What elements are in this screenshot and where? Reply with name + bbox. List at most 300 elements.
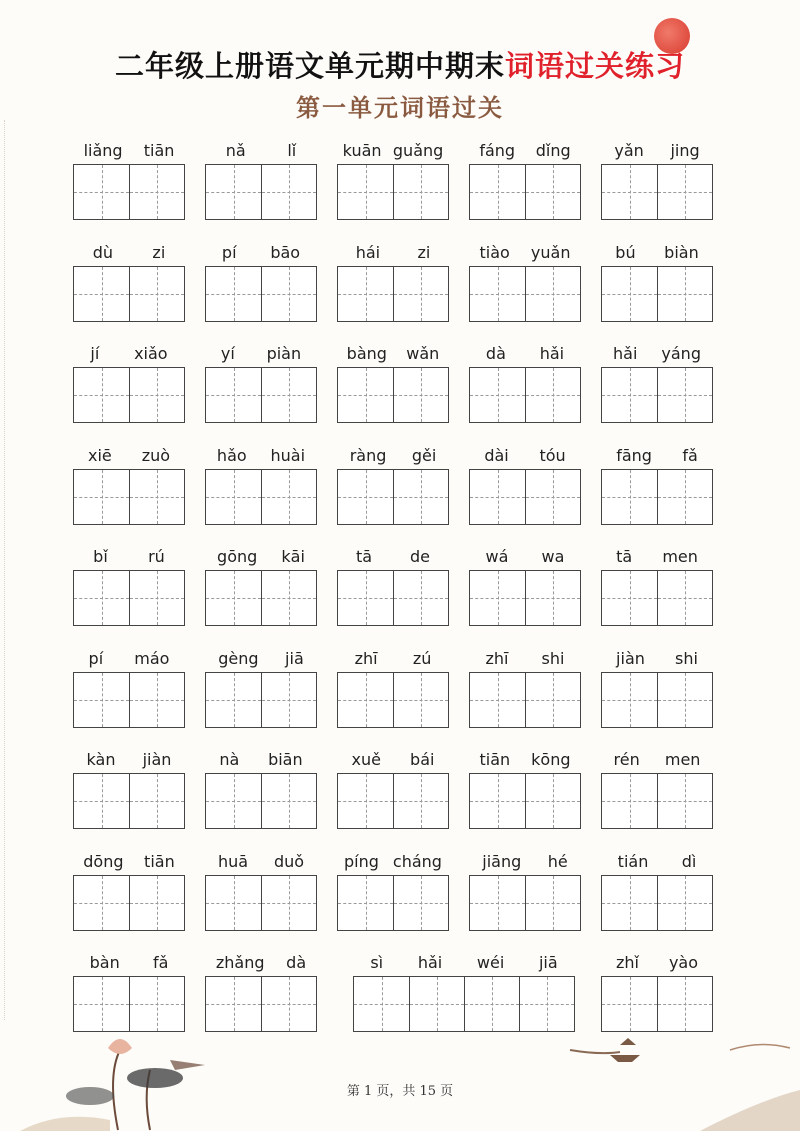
pinyin-syllable: bāo: [270, 242, 301, 262]
writing-boxes: [601, 773, 713, 829]
pinyin-syllable: huā: [217, 851, 249, 871]
tianzige-cell[interactable]: [338, 368, 393, 422]
pinyin-syllable: kāi: [281, 547, 305, 566]
vocab-item: [205, 747, 317, 829]
vocab-item: [73, 341, 185, 423]
pinyin-syllable: gōng: [217, 547, 258, 566]
tianzige-cell[interactable]: [74, 673, 129, 727]
tianzige-cell[interactable]: [129, 267, 184, 321]
pinyin-syllable: zi: [417, 242, 431, 262]
tianzige-cell[interactable]: [129, 368, 184, 422]
tianzige-cell[interactable]: [409, 977, 464, 1031]
writing-boxes: [337, 875, 449, 931]
pinyin-syllable: jiā: [285, 648, 304, 668]
writing-boxes: [205, 266, 317, 322]
pinyin-syllable: rén: [613, 750, 640, 769]
pinyin-syllable: hǎi: [417, 953, 443, 972]
pinyin-line: [601, 646, 713, 672]
tianzige-cell[interactable]: [206, 977, 261, 1031]
pinyin-syllable: fǎ: [682, 445, 698, 465]
pinyin-syllable: sì: [370, 953, 384, 972]
pinyin-syllable: dài: [484, 445, 509, 465]
tianzige-cell[interactable]: [470, 876, 525, 930]
vocab-item: [73, 443, 185, 525]
writing-boxes: [73, 164, 185, 220]
pinyin-syllable: xuě: [351, 750, 381, 769]
tianzige-cell[interactable]: [470, 165, 525, 219]
pinyin-syllable: bú: [615, 242, 636, 262]
vocab-item: [469, 849, 581, 931]
pinyin-syllable: shi: [675, 648, 698, 668]
tianzige-cell[interactable]: [354, 977, 409, 1031]
writing-boxes: [469, 773, 581, 829]
pinyin-syllable: tiān: [479, 750, 511, 769]
vocab-item: [469, 747, 581, 829]
writing-boxes: [205, 773, 317, 829]
tianzige-cell[interactable]: [657, 165, 712, 219]
pinyin-syllable: jiàn: [142, 750, 172, 769]
pinyin-syllable: tiān: [143, 141, 175, 160]
pinyin-syllable: hǎo: [216, 445, 247, 465]
pinyin-line: [469, 240, 581, 266]
writing-boxes: [353, 976, 575, 1032]
pinyin-line: [601, 341, 713, 367]
tianzige-cell[interactable]: [338, 876, 393, 930]
writing-boxes: [469, 164, 581, 220]
pinyin-syllable: wǎn: [406, 344, 440, 363]
vocab-item: [205, 646, 317, 728]
writing-boxes: [601, 672, 713, 728]
pinyin-syllable: lǐ: [287, 141, 297, 160]
pinyin-syllable: biàn: [664, 242, 699, 262]
pinyin-line: [469, 646, 581, 672]
writing-boxes: [73, 469, 185, 525]
pinyin-line: [353, 950, 575, 976]
tianzige-cell[interactable]: [657, 267, 712, 321]
tianzige-cell[interactable]: [261, 977, 316, 1031]
tianzige-cell[interactable]: [129, 876, 184, 930]
vocab-item: [73, 849, 185, 931]
writing-boxes: [205, 672, 317, 728]
tianzige-cell[interactable]: [74, 368, 129, 422]
vocab-item: [205, 443, 317, 525]
vocab-item: [469, 240, 581, 322]
tianzige-cell[interactable]: [206, 470, 261, 524]
tianzige-cell[interactable]: [206, 165, 261, 219]
pinyin-line: [337, 544, 449, 570]
pinyin-line: [73, 341, 185, 367]
tianzige-cell[interactable]: [393, 368, 448, 422]
pinyin-line: [469, 341, 581, 367]
pinyin-syllable: bàn: [89, 953, 120, 972]
tianzige-cell[interactable]: [602, 876, 657, 930]
pinyin-syllable: gèng: [218, 648, 259, 668]
writing-boxes: [601, 875, 713, 931]
pinyin-syllable: biān: [268, 750, 303, 769]
vocab-item: [601, 646, 713, 728]
writing-boxes: [601, 266, 713, 322]
pinyin-syllable: hǎi: [613, 344, 638, 363]
tianzige-cell[interactable]: [602, 368, 657, 422]
pinyin-line: [73, 747, 185, 773]
pinyin-line: [205, 443, 317, 469]
writing-boxes: [73, 570, 185, 626]
vocab-item: [205, 341, 317, 423]
pinyin-line: [205, 950, 317, 976]
tianzige-cell[interactable]: [206, 876, 261, 930]
vocab-item: [337, 849, 449, 931]
pinyin-syllable: yáng: [661, 344, 701, 363]
tianzige-cell[interactable]: [657, 774, 712, 828]
pinyin-syllable: ràng: [349, 445, 387, 465]
pinyin-syllable: zuò: [141, 445, 171, 465]
vocab-item: [469, 443, 581, 525]
vocab-item: [601, 443, 713, 525]
pinyin-line: [73, 544, 185, 570]
tianzige-cell[interactable]: [261, 470, 316, 524]
writing-boxes: [469, 875, 581, 931]
pinyin-line: [205, 341, 317, 367]
vocab-item: [601, 341, 713, 423]
vocab-item: [73, 138, 185, 220]
pinyin-syllable: wéi: [476, 953, 505, 972]
vocab-item: [337, 646, 449, 728]
tianzige-cell[interactable]: [525, 571, 580, 625]
tianzige-cell[interactable]: [74, 876, 129, 930]
tianzige-cell[interactable]: [602, 977, 657, 1031]
writing-boxes: [601, 976, 713, 1032]
writing-boxes: [73, 672, 185, 728]
pinyin-line: [601, 240, 713, 266]
vocab-item: [205, 240, 317, 322]
pinyin-line: [205, 747, 317, 773]
pinyin-syllable: duǒ: [273, 851, 305, 871]
vocab-item: [353, 950, 575, 1032]
pinyin-syllable: piàn: [266, 344, 302, 363]
tianzige-cell[interactable]: [470, 673, 525, 727]
pinyin-syllable: zhī: [485, 648, 509, 668]
tianzige-cell[interactable]: [657, 673, 712, 727]
tianzige-cell[interactable]: [470, 571, 525, 625]
pinyin-line: [601, 849, 713, 875]
pinyin-syllable: hái: [355, 242, 381, 262]
pinyin-syllable: píng: [344, 851, 379, 871]
tianzige-cell[interactable]: [74, 267, 129, 321]
pinyin-syllable: dì: [681, 851, 697, 871]
vocab-item: [469, 646, 581, 728]
pinyin-syllable: dù: [92, 242, 113, 262]
pinyin-syllable: rú: [148, 547, 165, 566]
tianzige-cell[interactable]: [393, 876, 448, 930]
writing-boxes: [601, 367, 713, 423]
tianzige-cell[interactable]: [525, 673, 580, 727]
tianzige-cell[interactable]: [206, 774, 261, 828]
writing-boxes: [73, 266, 185, 322]
writing-boxes: [337, 266, 449, 322]
tianzige-cell[interactable]: [393, 470, 448, 524]
tianzige-cell[interactable]: [657, 368, 712, 422]
pinyin-syllable: zhǎng: [215, 953, 265, 972]
writing-boxes: [337, 469, 449, 525]
vocab-item: [601, 138, 713, 220]
pinyin-syllable: tián: [617, 851, 649, 871]
pinyin-line: [73, 138, 185, 164]
tianzige-cell[interactable]: [525, 774, 580, 828]
pinyin-syllable: dà: [485, 344, 506, 363]
tianzige-cell[interactable]: [261, 571, 316, 625]
pinyin-syllable: tiào: [479, 242, 510, 262]
tianzige-cell[interactable]: [129, 977, 184, 1031]
pinyin-line: [469, 138, 581, 164]
pinyin-syllable: bái: [410, 750, 435, 769]
pinyin-syllable: pí: [221, 242, 237, 262]
tianzige-cell[interactable]: [602, 267, 657, 321]
tianzige-cell[interactable]: [338, 165, 393, 219]
pinyin-syllable: cháng: [392, 851, 442, 871]
tianzige-cell[interactable]: [74, 774, 129, 828]
pinyin-syllable: de: [410, 547, 430, 566]
tianzige-cell[interactable]: [525, 165, 580, 219]
tianzige-cell[interactable]: [129, 470, 184, 524]
tianzige-cell[interactable]: [393, 571, 448, 625]
pinyin-syllable: yào: [668, 953, 698, 972]
pinyin-line: [205, 849, 317, 875]
vocab-item: [337, 240, 449, 322]
pinyin-syllable: tóu: [539, 445, 566, 465]
pinyin-syllable: wa: [541, 547, 565, 566]
tianzige-cell[interactable]: [657, 876, 712, 930]
pinyin-syllable: men: [664, 750, 701, 769]
pinyin-syllable: jiā: [538, 953, 558, 972]
tianzige-cell[interactable]: [261, 267, 316, 321]
tianzige-cell[interactable]: [338, 470, 393, 524]
vocab-item: [337, 443, 449, 525]
writing-boxes: [337, 773, 449, 829]
writing-boxes: [337, 672, 449, 728]
tianzige-cell[interactable]: [525, 876, 580, 930]
tianzige-cell[interactable]: [129, 673, 184, 727]
pinyin-syllable: fáng: [479, 141, 516, 160]
pinyin-syllable: guǎng: [392, 141, 444, 160]
pinyin-line: [337, 240, 449, 266]
pinyin-syllable: nà: [219, 750, 240, 769]
pinyin-line: [601, 544, 713, 570]
pinyin-syllable: nǎ: [225, 141, 246, 160]
writing-boxes: [73, 367, 185, 423]
tianzige-cell[interactable]: [602, 673, 657, 727]
pinyin-line: [337, 443, 449, 469]
vocab-item: [337, 341, 449, 423]
vocab-item: [337, 138, 449, 220]
vocab-item: [73, 544, 185, 626]
tianzige-cell[interactable]: [602, 571, 657, 625]
tianzige-cell[interactable]: [470, 267, 525, 321]
writing-boxes: [73, 976, 185, 1032]
tianzige-cell[interactable]: [525, 368, 580, 422]
vocab-item: [469, 544, 581, 626]
writing-boxes: [469, 266, 581, 322]
vocab-item: [73, 240, 185, 322]
vocab-item: [73, 747, 185, 829]
tianzige-cell[interactable]: [519, 977, 574, 1031]
pinyin-syllable: shi: [541, 648, 565, 668]
pinyin-line: [601, 950, 713, 976]
writing-boxes: [205, 570, 317, 626]
vocab-item: [205, 849, 317, 931]
vocab-item: [601, 544, 713, 626]
pinyin-line: [469, 544, 581, 570]
writing-boxes: [73, 773, 185, 829]
writing-boxes: [73, 875, 185, 931]
pinyin-syllable: kuān: [342, 141, 382, 160]
pinyin-line: [469, 849, 581, 875]
pinyin-syllable: xiǎo: [134, 344, 168, 363]
tianzige-cell[interactable]: [470, 368, 525, 422]
pinyin-line: [337, 138, 449, 164]
vocab-item: [73, 646, 185, 728]
writing-boxes: [337, 570, 449, 626]
pinyin-syllable: jiāng: [482, 851, 522, 871]
pinyin-line: [73, 849, 185, 875]
tianzige-cell[interactable]: [74, 165, 129, 219]
tianzige-cell[interactable]: [393, 673, 448, 727]
tianzige-cell[interactable]: [129, 571, 184, 625]
writing-boxes: [469, 469, 581, 525]
pinyin-line: [337, 341, 449, 367]
writing-boxes: [205, 367, 317, 423]
writing-boxes: [601, 164, 713, 220]
pinyin-syllable: kàn: [86, 750, 116, 769]
pinyin-syllable: jí: [90, 344, 100, 363]
tianzige-cell[interactable]: [657, 977, 712, 1031]
pinyin-syllable: zhǐ: [615, 953, 639, 972]
pinyin-line: [601, 443, 713, 469]
tianzige-cell[interactable]: [393, 267, 448, 321]
tianzige-cell[interactable]: [261, 673, 316, 727]
pinyin-line: [73, 443, 185, 469]
title-highlight: 词语过关练习: [505, 49, 686, 83]
writing-boxes: [601, 570, 713, 626]
vocab-item: [469, 138, 581, 220]
pinyin-syllable: zhī: [354, 648, 378, 668]
tianzige-cell[interactable]: [261, 165, 316, 219]
vocab-item: [601, 747, 713, 829]
tianzige-cell[interactable]: [338, 774, 393, 828]
pinyin-syllable: bàng: [346, 344, 387, 363]
title-main: 二年级上册语文单元期中期末: [114, 49, 505, 83]
writing-boxes: [601, 469, 713, 525]
tianzige-cell[interactable]: [470, 774, 525, 828]
pinyin-line: [205, 240, 317, 266]
pinyin-syllable: tā: [616, 547, 633, 566]
pinyin-line: [73, 240, 185, 266]
tianzige-cell[interactable]: [261, 368, 316, 422]
pinyin-syllable: zi: [152, 242, 166, 262]
pinyin-syllable: hé: [547, 851, 568, 871]
pinyin-syllable: tiān: [144, 851, 175, 871]
vocab-item: [73, 950, 185, 1032]
tianzige-cell[interactable]: [206, 368, 261, 422]
pinyin-line: [205, 138, 317, 164]
tianzige-cell[interactable]: [261, 774, 316, 828]
tianzige-cell[interactable]: [206, 267, 261, 321]
pinyin-syllable: gěi: [411, 445, 437, 465]
tianzige-cell[interactable]: [525, 470, 580, 524]
tianzige-cell[interactable]: [74, 977, 129, 1031]
writing-boxes: [469, 570, 581, 626]
pinyin-line: [337, 849, 449, 875]
vocab-item: [337, 544, 449, 626]
pinyin-syllable: bǐ: [93, 547, 108, 566]
unit-subtitle: 第一单元词语过关: [296, 93, 504, 122]
pinyin-line: [337, 747, 449, 773]
vocab-item: [469, 341, 581, 423]
pinyin-line: [469, 443, 581, 469]
writing-boxes: [205, 164, 317, 220]
tianzige-cell[interactable]: [338, 571, 393, 625]
pinyin-syllable: pí: [88, 648, 104, 668]
tianzige-cell[interactable]: [525, 267, 580, 321]
pinyin-syllable: huài: [270, 445, 306, 465]
writing-boxes: [337, 367, 449, 423]
tianzige-cell[interactable]: [74, 571, 129, 625]
pinyin-syllable: dōng: [83, 851, 124, 871]
tianzige-cell[interactable]: [657, 470, 712, 524]
tianzige-cell[interactable]: [206, 571, 261, 625]
pinyin-syllable: yí: [220, 344, 235, 363]
tianzige-cell[interactable]: [464, 977, 519, 1031]
writing-boxes: [469, 367, 581, 423]
vocab-item: [601, 950, 713, 1032]
tianzige-cell[interactable]: [602, 470, 657, 524]
writing-boxes: [205, 976, 317, 1032]
pinyin-syllable: fāng: [616, 445, 652, 465]
tianzige-cell[interactable]: [602, 165, 657, 219]
pinyin-syllable: máo: [134, 648, 170, 668]
tianzige-cell[interactable]: [393, 774, 448, 828]
vocab-item: [205, 138, 317, 220]
pinyin-syllable: fǎ: [152, 953, 169, 972]
pinyin-line: [73, 950, 185, 976]
tianzige-cell[interactable]: [206, 673, 261, 727]
pinyin-line: [469, 747, 581, 773]
tianzige-cell[interactable]: [470, 470, 525, 524]
pinyin-syllable: dà: [286, 953, 307, 972]
pinyin-syllable: kōng: [531, 750, 571, 769]
tianzige-cell[interactable]: [261, 876, 316, 930]
pinyin-syllable: zú: [412, 648, 432, 668]
page-footer: 第 1 页，共 15 页: [346, 1084, 454, 1099]
tianzige-cell[interactable]: [129, 165, 184, 219]
tianzige-cell[interactable]: [338, 673, 393, 727]
tianzige-cell[interactable]: [338, 267, 393, 321]
pinyin-syllable: yuǎn: [530, 242, 571, 262]
vocab-item: [601, 240, 713, 322]
writing-boxes: [337, 164, 449, 220]
pinyin-line: [601, 747, 713, 773]
writing-boxes: [469, 672, 581, 728]
tianzige-cell[interactable]: [657, 571, 712, 625]
tianzige-cell[interactable]: [129, 774, 184, 828]
pinyin-syllable: wá: [485, 547, 509, 566]
pinyin-syllable: tā: [355, 547, 373, 566]
tianzige-cell[interactable]: [602, 774, 657, 828]
vocab-item: [601, 849, 713, 931]
pinyin-syllable: yǎn: [614, 141, 644, 160]
tianzige-cell[interactable]: [393, 165, 448, 219]
pinyin-syllable: men: [662, 547, 698, 566]
tianzige-cell[interactable]: [74, 470, 129, 524]
